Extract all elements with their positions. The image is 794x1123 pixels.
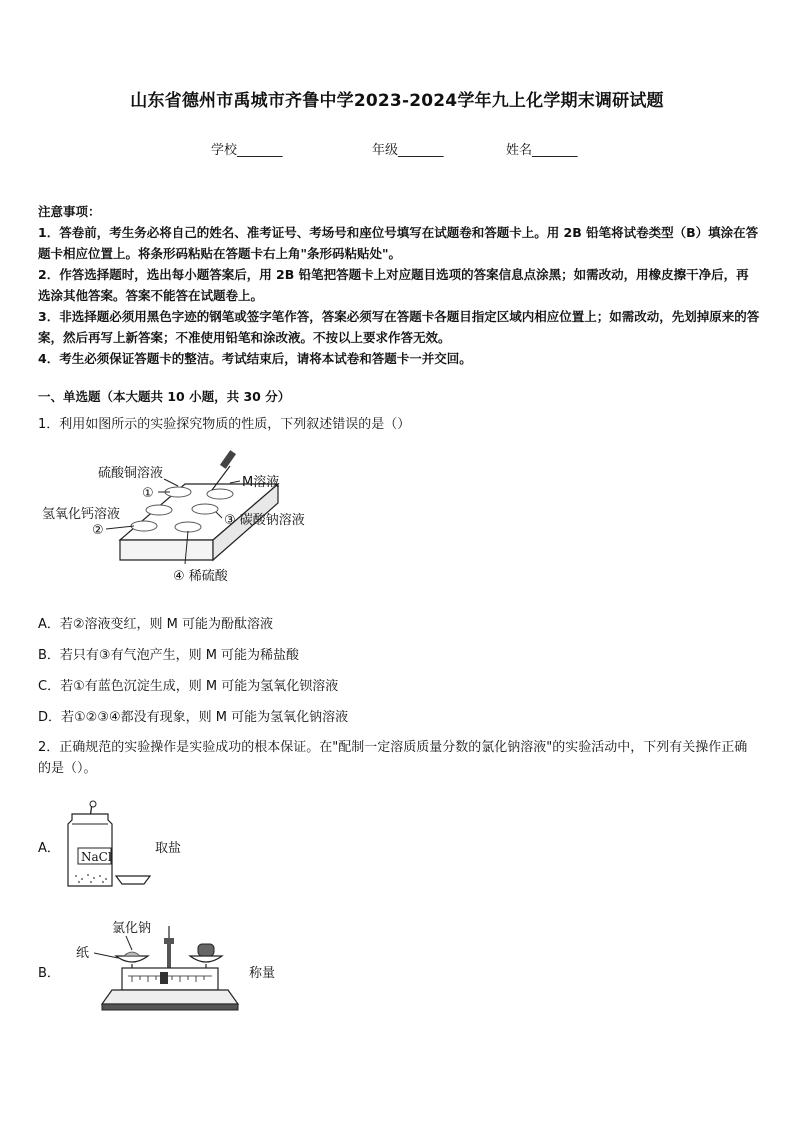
label-sodium-carbonate: ③ 碳酸钠溶液 [224, 513, 305, 528]
section-heading: 一、单选题（本大题共 10 小题，共 30 分） [38, 389, 291, 404]
school-field[interactable]: 学校_______ [211, 143, 283, 158]
label-copper-sulfate: 硫酸铜溶液 [98, 466, 164, 481]
student-info-row [0, 139, 794, 159]
page-title: 山东省德州市禹城市齐鲁中学2023-2024学年九上化学期末调研试题 [130, 91, 664, 111]
label-paper: 纸 [76, 946, 90, 961]
notice-heading: 注意事项： [38, 204, 101, 219]
balance-figure [72, 916, 242, 1018]
well-2 [131, 521, 157, 531]
notice-item: 3．非选择题必须用黑色字迹的钢笔或签字笔作答，答案必须写在答题卡各题目指定区域内相应位置上；如需改动，先划掉原来的答案，然后再写上新答案；不准使用铅笔和涂改液。不按以上要求作答无效。 [38, 309, 760, 345]
left-pan [116, 956, 148, 962]
notice-item: 2．作答选择题时，选出每小题答案后，用 2B 铅笔把答题卡上对应题目选项的答案信息点涂黑；如需改动，用橡皮擦干净后，再选涂其他答案。答案不能答在试题卷上。 [38, 267, 749, 303]
label-calcium-hydroxide: 氢氧化钙溶液 [42, 507, 121, 522]
dish-icon [116, 876, 150, 884]
label-circle-1: ① [142, 486, 154, 501]
question-2-option-b-letter[interactable]: B． [38, 966, 60, 981]
question-1-option-a[interactable]: A．若②溶液变红，则 M 可能为酚酞溶液 [38, 617, 274, 632]
question-2-option-a-letter[interactable]: A． [38, 841, 60, 856]
notice-item: 1．答卷前，考生务必将自己的姓名、准考证号、考场号和座位号填写在试题卷和答题卡上。用 2B 铅笔将试卷类型（B）填涂在答题卡相应位置上。将条形码粘贴在答题卡右上角"条形码粘贴处"。 [38, 225, 759, 261]
question-2-stem: 2．正确规范的实验操作是实验成功的根本保证。在"配制一定溶质质量分数的氯化钠溶液"的实验活动中，下列有关操作正确的是（）。 [38, 740, 748, 776]
right-pan [190, 956, 222, 962]
name-field[interactable]: 姓名_______ [506, 143, 578, 158]
well-top-right [207, 489, 233, 499]
question-1-stem: 1．利用如图所示的实验探究物质的性质，下列叙述错误的是（） [38, 417, 411, 432]
question-1-option-b[interactable]: B．若只有③有气泡产生，则 M 可能为稀盐酸 [38, 648, 300, 663]
question-1-option-d[interactable]: D．若①②③④都没有现象，则 M 可能为氢氧化钠溶液 [38, 710, 349, 725]
label-dilute-sulfuric-acid: ④ 稀硫酸 [173, 569, 228, 584]
question-2-option-a-text: 取盐 [155, 841, 182, 856]
salt-pile [124, 952, 140, 956]
well-3 [192, 504, 218, 514]
label-m-solution: M溶液 [242, 475, 280, 490]
plate-front [120, 540, 213, 560]
grade-field[interactable]: 年级_______ [372, 143, 444, 158]
well-4 [175, 522, 201, 532]
notice-item: 4．考生必须保证答题卡的整洁。考试结束后，请将本试卷和答题卡一并交回。 [38, 351, 472, 366]
weight-icon [198, 944, 214, 956]
label-sodium-chloride: 氯化钠 [112, 921, 152, 936]
bottle-label: NaCl [81, 850, 112, 864]
balance-base [102, 990, 238, 1004]
question-1-option-c[interactable]: C．若①有蓝色沉淀生成，则 M 可能为氢氧化钡溶液 [38, 679, 339, 694]
notice-section [38, 201, 760, 369]
reagent-bottle-figure [62, 800, 157, 892]
label-circle-2: ② [92, 523, 104, 538]
well-center-left [146, 505, 172, 515]
question-2-option-b-text: 称量 [249, 966, 276, 981]
spot-plate-figure [40, 446, 340, 591]
